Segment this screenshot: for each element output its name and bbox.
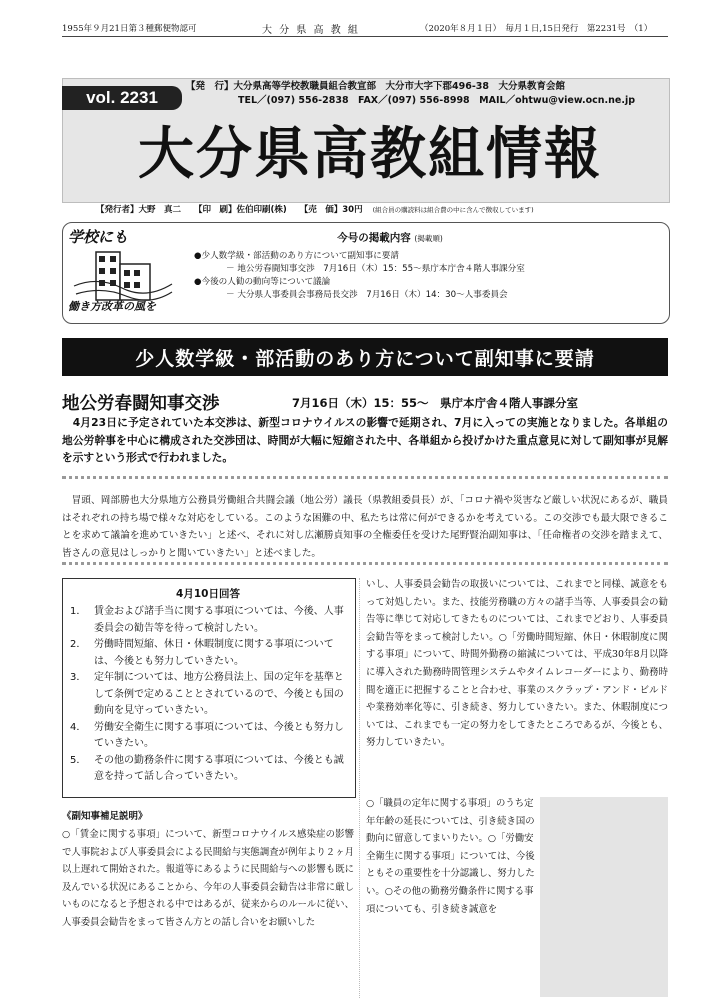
left-column-body: ○「賃金に関する事項」について、新型コロナウイルス感染症の影響で人事院および人事委員会による民間給与実態調査が例年より２ヶ月以上遅れて開始された。報道等にあるように民間給与への影響も既に及んでいる状況にあることから、今年の人事委員会勧告は非常に厳しいものになると予想される中ではあるが、従来からのルールに従い、人事委員会勧告をまって皆さん方との話し合いをお願いした xyxy=(62,829,354,928)
price: 【売 価】30円 xyxy=(299,205,363,215)
permit-note: 1955年９月21日第３種郵便物認可 xyxy=(62,24,197,34)
answer-item xyxy=(70,753,350,786)
printer: 【印 刷】佐伯印刷(株) xyxy=(193,205,287,215)
answer-num: 5． xyxy=(70,754,87,766)
header-center: 大 分 県 高 教 組 xyxy=(262,25,360,36)
contact-line: TEL／(097) 556-2838 FAX／(097) 556-8998 MAIL／ohtwu@view.ocn.ne.jp xyxy=(238,94,636,106)
campaign-logo xyxy=(68,226,178,316)
contents-heading xyxy=(260,230,520,245)
gray-placeholder-box xyxy=(540,797,668,997)
newsletter-title: 大分県高教組情報 xyxy=(138,122,602,187)
contents-heading-text: 今号の掲載内容 xyxy=(337,232,411,244)
contents-item-2-detail: － 大分県人事委員会事務局長交渉 7月16日（木）14：30～人事委員会 xyxy=(226,290,508,300)
answer-list xyxy=(70,604,350,786)
right-column-narrow-body: ○「職員の定年に関する事項」のうち定年年齢の延長については、引き続き国の動向に留意してまいりたい。○「労働安全衛生に関する事項」については、今後ともその重要性を十分認識し、努力したい。○その他の勤務労働条件に関する事項についても、引き続き誠意を xyxy=(366,798,535,915)
answer-text: 労働時間短縮、休日・休暇制度に関する事項については、今後とも努力していきたい。 xyxy=(94,639,334,667)
answer-item xyxy=(70,637,350,670)
right-column-body: いし、人事委員会勧告の取扱いについては、これまでと同様、誠意をもって対処したい。また、技能労務職の方々の諸手当等、人事委員会の勧告等に準じて対応してきたものについては、これまでどおり、人事委員会勧告等をまって検討したい。○「労働時間短縮、休日・休暇制度に関する事項」について、時間外勤務の縮減については、平成30年8月以降に導入された勤務時間管理システムやタイムレコーダーにより、勤務時間を適正に把握することと合わせ、事業のスクラップ・アンド・ビルドや業務効率化等に、引き続き、努力していきたい。また、休暇制度については、これまでも一定の努力をしてきたところであるが、今後とも、努力していきたい。 xyxy=(366,579,668,749)
contents-heading-note: (掲載順) xyxy=(414,234,443,243)
vol-badge: vol. 2231 xyxy=(62,86,182,110)
issue-info: （2020年８月１日） 毎月１日,15日発行 第2231号 （1） xyxy=(420,24,653,34)
supplement-title: 《副知事補足説明》 xyxy=(62,811,148,822)
publisher-info xyxy=(186,80,666,107)
contents-item-1-detail: － 地公労春闘知事交渉 7月16日（木）15：55～県庁本庁舎４階人事課分室 xyxy=(226,264,525,274)
header-rule xyxy=(62,36,668,37)
answer-title: 4月10日回答 xyxy=(176,588,240,600)
masthead-meta xyxy=(96,203,666,215)
article-speech: 冒頭、岡部勝也大分県地方公務員労働組合共闘会議（地公労）議長（県教組委員長）が、「コロナ禍や災害など厳しい状況にあるが、職員はそれぞれの持ち場で様々な対応をしている。このような困難の中、私たちは常に何ができるかを考えている。この交渉でも最大限できることを求めて議論を進めていきたい」と述べ、それに対し広瀬勝貞知事の全権委任を受けた尾野賢治副知事は、「任命権者の交渉を踏まえて、皆さんの意見はしっかりと聞いていきたい」と述べました。 xyxy=(62,495,668,559)
contents-item-1-title: ●少人数学級・部活動のあり方について副知事に要請 xyxy=(194,251,399,261)
article-subinfo: 7月16日（木）15：55～ 県庁本庁舎４階人事課分室 xyxy=(292,396,579,410)
answer-item xyxy=(70,604,350,637)
price-note: (組合員の購読料は組合費の中に含んで徴収しています) xyxy=(372,206,534,214)
answer-text: 賃金および諸手当に関する事項については、今後、人事委員会の勧告等を待って検討したい。 xyxy=(94,606,344,634)
issuer: 【発行者】大野 真二 xyxy=(96,205,182,215)
answer-num: 1． xyxy=(70,606,87,617)
answer-num: 3． xyxy=(70,672,87,683)
article-subheading: 地公労春闘知事交渉 xyxy=(62,394,220,414)
contents-item-2-title: ●今後の人勧の動向等について議論 xyxy=(194,277,331,287)
answer-text: 労働安全衛生に関する事項については、今後とも努力していきたい。 xyxy=(94,721,344,749)
dotted-divider-2 xyxy=(62,562,668,565)
publisher-line: 【発 行】大分県高等学校教職員組合教宣部 大分市大字下郡496-38 大分県教育会館 xyxy=(186,81,565,92)
logo-text-top: 学校にも xyxy=(68,228,129,246)
answer-text: 定年制については、地方公務員法上、国の定年を基準として条例で定めることとされているので、今後とも国の動向を見守っていきたい。 xyxy=(94,672,344,716)
logo-text-bottom: 働き方改革の風を xyxy=(68,300,156,313)
column-divider xyxy=(359,578,360,998)
answer-text: その他の勤務条件に関する事項については、今後とも誠意を持って話し合っていきたい。 xyxy=(94,754,344,782)
answer-item xyxy=(70,720,350,753)
contents-list xyxy=(194,250,664,302)
answer-num: 4． xyxy=(70,721,87,733)
dotted-divider-1 xyxy=(62,476,668,479)
answer-item xyxy=(70,670,350,720)
answer-num: 2． xyxy=(70,639,87,650)
article-lead: 4月23日に予定されていた本交渉は、新型コロナウイルスの影響で延期され、7月に入っての実施となりました。各単組の地公労幹事を中心に構成された交渉団は、時間が大幅に短縮された中、各単組から投げかけた重点意見に対して副知事が見解を示すという形式で行われました。 xyxy=(62,416,668,464)
article-banner: 少人数学級・部活動のあり方について副知事に要請 xyxy=(62,338,668,376)
